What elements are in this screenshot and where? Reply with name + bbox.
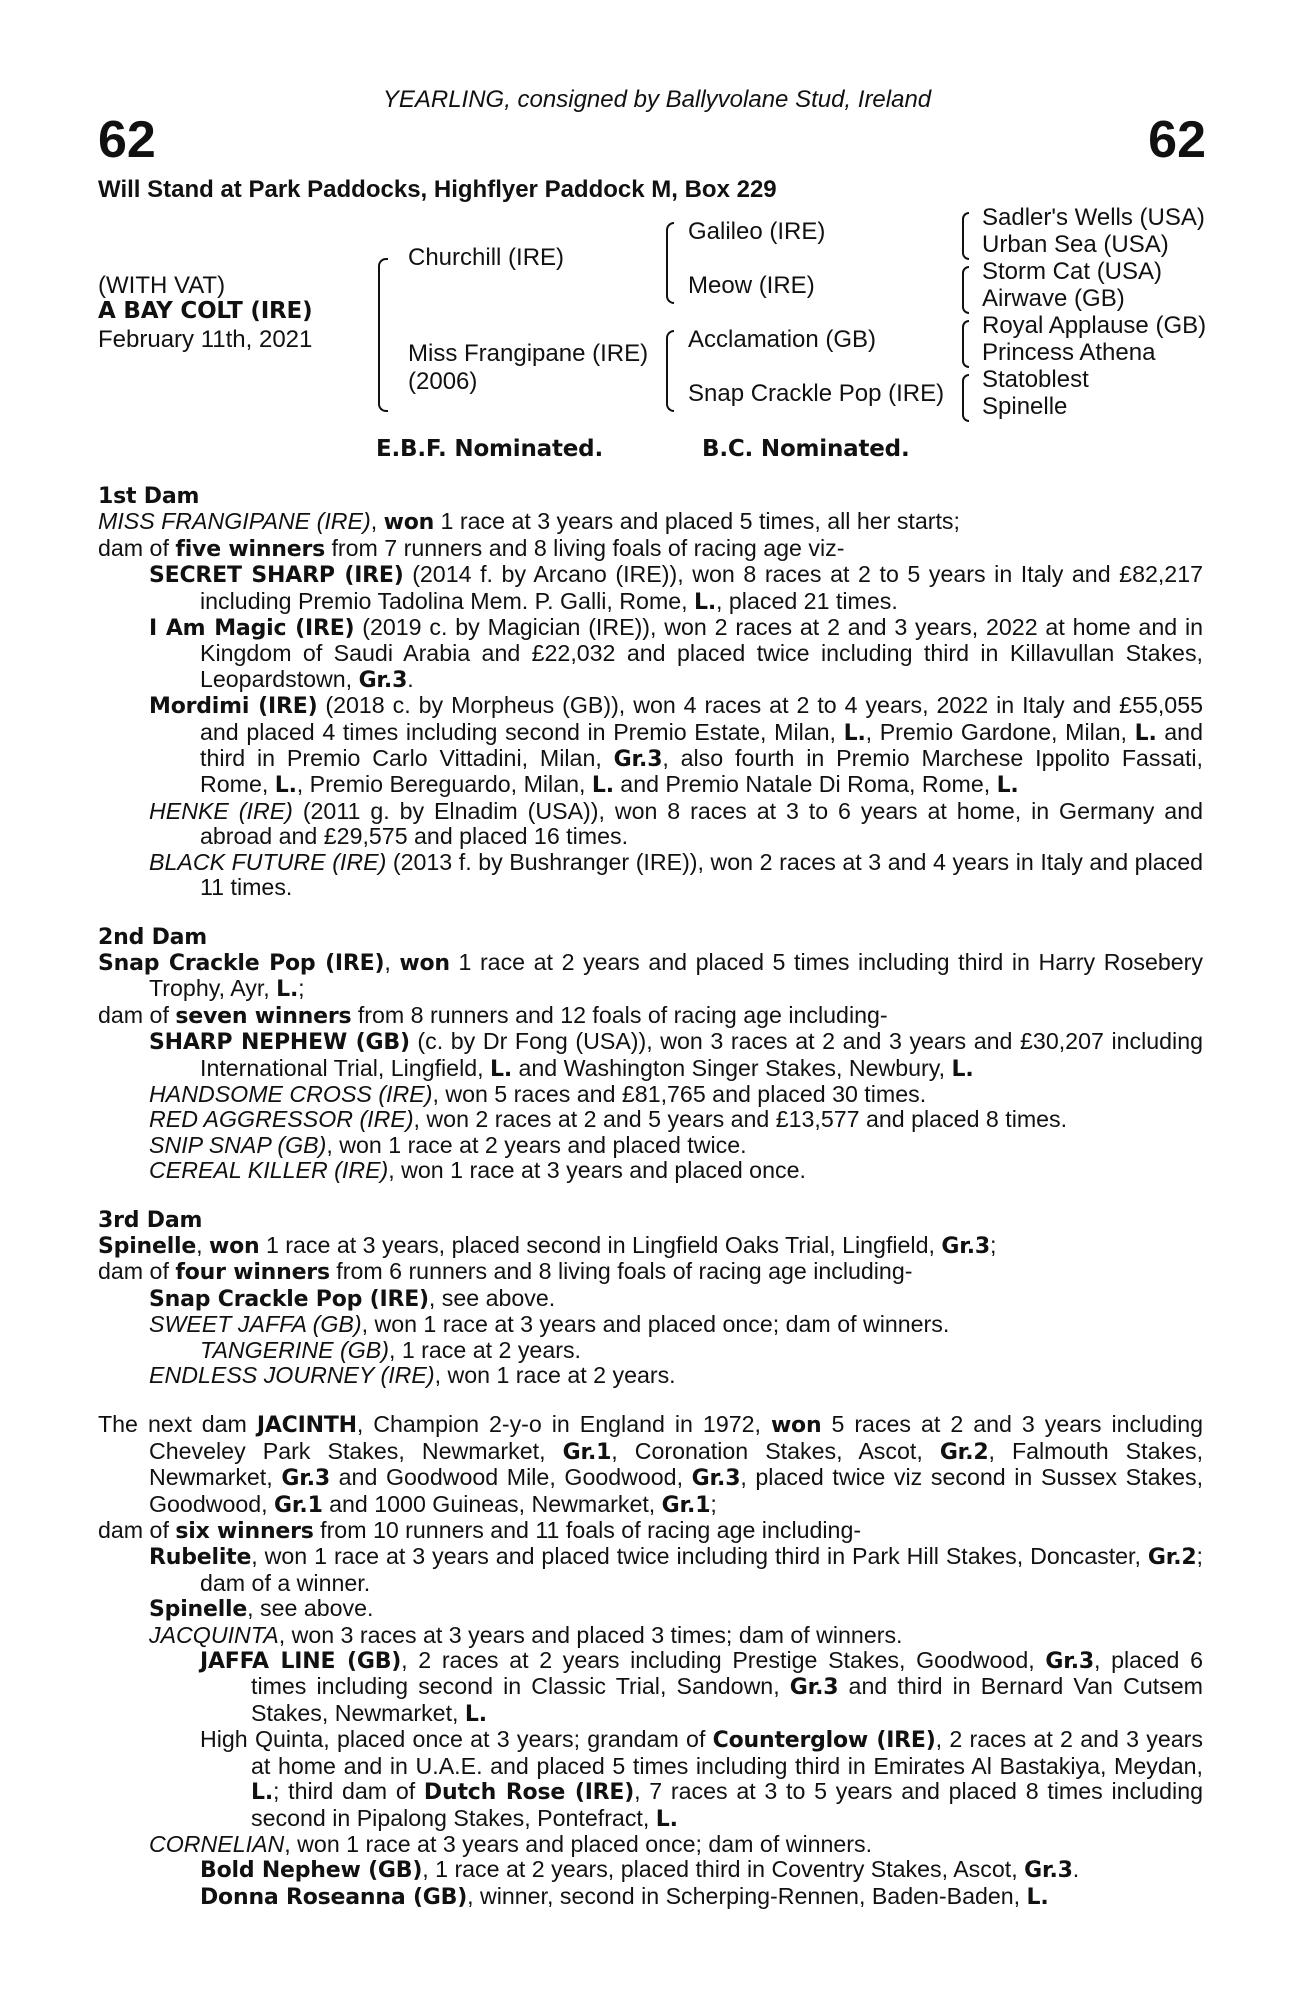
progeny-entry [200,1727,1203,1832]
text-segment: L. [843,720,866,746]
progeny-entry [149,1363,1203,1388]
text-segment: 1 race at 3 years, placed second in Lingfield Oaks Trial, Lingfield, [259,1231,942,1258]
progeny-entry [149,1596,1203,1622]
text-segment: and third in Premio Carlo Vittadini, Milan, [200,718,1203,772]
dam-paragraph [98,509,1203,535]
text-segment: , won 3 races at 3 years and placed 3 times; dam of winners. [278,1621,903,1648]
text-segment: L. [996,773,1019,799]
text-segment: Spinelle [98,1233,197,1259]
text-segment: Snap Crackle Pop (IRE) [149,1286,429,1312]
text-segment: , 1 race at 2 years. [388,1336,581,1363]
progeny-entry [200,1338,1203,1363]
text-segment: ; dam of a winner. [200,1543,1203,1596]
pedigree-sire-dam: Meow (IRE) [688,272,815,299]
text-segment: won [770,1413,822,1439]
text-segment: L. [951,1056,974,1082]
progeny-entry [149,1544,1203,1596]
text-segment: , won 1 race at 3 years and placed twice including third in Park Hill Stakes, Doncaster, [251,1543,1148,1570]
lot-number-left: 62 [98,111,156,169]
text-segment: , winner, second in Scherping-Rennen, Baden-Baden, [467,1882,1027,1909]
text-segment: Mordimi (IRE) [149,694,318,720]
text-segment: , won 5 races and £81,765 and placed 30 times. [432,1080,927,1107]
lot-number-right: 62 [1148,111,1206,169]
progeny-entry [200,1857,1203,1883]
pedigree-brace-dam [666,330,674,412]
progeny-entry [200,1884,1203,1910]
dam-paragraph [98,1003,1203,1029]
text-segment: I Am Magic (IRE) [149,616,355,642]
text-segment: Gr.3 [691,1466,741,1492]
text-segment: CORNELIAN [149,1830,285,1857]
text-segment: Gr.3 [281,1466,330,1492]
text-segment: (2019 c. by Magician (IRE)), won 2 races at 2 and 3 years, 2022 at home and in Kingdom of Saudi Arabia and £22,032 and placed twice including third in Killavullan Stakes, Leopardstown, [200,614,1203,692]
progeny-entry [149,799,1203,850]
text-segment: dam of [98,534,176,561]
text-segment: , won 1 race at 2 years. [434,1362,676,1388]
text-segment: L. [276,977,299,1003]
progeny-entry [149,1082,1203,1107]
text-segment: won [209,1233,260,1259]
pedigree-dam: Miss Frangipane (IRE) [408,340,649,367]
text-segment: , Premio Gardone, Milan, [865,718,1135,745]
text-segment: L. [655,1806,678,1832]
text-segment: L. [274,773,297,799]
progeny-entry [200,1648,1203,1727]
pedigree-dam-dam: Snap Crackle Pop (IRE) [688,380,945,407]
pedigree-sire: Churchill (IRE) [408,244,565,271]
text-segment: from 7 runners and 8 living foals of racing age viz- [325,534,845,561]
text-segment: , [196,1231,210,1258]
text-segment: Rubelite [149,1545,252,1571]
text-segment: , 2 races at 2 and 3 years at home and in U.A.E. and placed 5 times including third in Emirates Al Bastakiya, Meydan, [251,1726,1204,1779]
text-segment: RED AGGRESSOR (IRE) [149,1106,414,1133]
horse-foaled: February 11th, 2021 [98,326,313,353]
text-segment: , won 1 race at 3 years and placed once; dam of winners. [284,1830,873,1857]
progeny-entry [149,1107,1203,1132]
text-segment: . [407,665,414,692]
pedigree-g6: Princess Athena [982,339,1156,366]
text-segment: , won 2 races at 2 and 5 years and £13,577 and placed 8 times. [413,1106,1068,1133]
text-segment: dam of [98,1001,176,1028]
catalogue-body [98,484,1203,1910]
pedigree-brace-sire [666,222,674,304]
text-segment: L. [251,1780,273,1806]
text-segment: JACQUINTA [149,1621,279,1648]
text-segment: , 7 races at 3 to 5 years and placed 8 times including second in Pipalong Stakes, Pontefract, [251,1778,1203,1831]
text-segment: , Coronation Stakes, Ascot, [611,1437,940,1464]
text-segment: Gr.3 [1045,1649,1094,1675]
text-segment: L. [1134,720,1157,746]
text-segment: 5 races at 2 and 3 years including Cheveley Park Stakes, Newmarket, [149,1411,1203,1464]
bc-nomination: B.C. Nominated. [702,436,910,462]
progeny-entry [149,1312,1203,1337]
text-segment: SNIP SNAP (GB) [149,1131,327,1158]
text-segment: Gr.3 [789,1675,839,1701]
pedigree-brace-main [378,258,388,412]
text-segment: The next dam [98,1411,257,1438]
pedigree-brace-g4 [962,374,969,422]
pedigree-brace-g1 [962,212,969,260]
text-segment: , 2 races at 2 years including Prestige Stakes, Goodwood, [401,1647,1046,1674]
text-segment: , won 1 race at 3 years and placed once; dam of winners. [361,1311,950,1338]
text-segment: Gr.1 [562,1439,612,1465]
text-segment: Spinelle [149,1597,248,1623]
progeny-entry [149,615,1203,693]
text-segment: SHARP NEPHEW (GB) [149,1030,410,1056]
text-segment: CEREAL KILLER (IRE) [149,1157,389,1184]
progeny-entry [149,1832,1203,1857]
progeny-entry [149,562,1203,615]
text-segment: Gr.3 [1024,1858,1073,1884]
text-segment: L. [591,773,614,799]
text-segment: 1 race at 2 years and placed 5 times including third in Harry Rosebery Trophy, Ayr, [149,948,1203,1002]
text-segment: Gr.3 [941,1233,991,1259]
section-heading: 3rd Dam [98,1207,203,1233]
progeny-entry [149,1623,1203,1648]
text-segment: Gr.2 [1147,1545,1197,1571]
text-segment: four winners [175,1260,330,1286]
progeny-entry [149,850,1203,901]
progeny-entry [149,1133,1203,1158]
pedigree-g3: Storm Cat (USA) [982,258,1163,285]
text-segment: (2014 f. by Arcano (IRE)), won 8 races at 2 to 5 years in Italy and £82,217 including Premio Tadolina Mem. P. Galli, Rome, [200,561,1203,614]
dam-paragraph [98,1518,1203,1544]
pedigree-g8: Spinelle [982,393,1068,420]
catalogue-header: YEARLING, consigned by Ballyvolane Stud, Ireland [382,86,932,113]
section-heading: 1st Dam [98,484,200,509]
text-segment: (2013 f. by Bushranger (IRE)), won 2 races at 3 and 4 years in Italy and placed 11 times. [200,848,1203,901]
text-segment: ENDLESS JOURNEY (IRE) [149,1362,435,1388]
text-segment: , see above. [428,1284,556,1311]
text-segment: , also fourth in Premio Marchese Ippolito Fassati, Rome, [200,745,1204,798]
pedigree-brace-g3 [962,320,969,368]
pedigree-g1: Sadler's Wells (USA) [982,204,1205,231]
text-segment: JAFFA LINE (GB) [200,1649,402,1675]
progeny-entry [149,1286,1203,1312]
text-segment: and third in Bernard Van Cutsem Stakes, Newmarket, [251,1673,1203,1726]
text-segment: (2011 g. by Elnadim (USA)), won 8 races at 3 to 6 years at home, in Germany and abroad and £29,575 and placed 16 times. [200,797,1203,850]
text-segment: Dutch Rose (IRE) [423,1780,635,1806]
text-segment: ; [710,1490,717,1517]
section-gap [98,901,1203,925]
text-segment: , won 1 race at 3 years and placed once. [388,1157,806,1184]
pedigree-brace-g2 [962,266,969,314]
text-segment: , 1 race at 2 years, placed third in Coventry Stakes, Ascot, [422,1856,1025,1883]
text-segment: won [399,950,450,976]
text-segment: dam of [98,1258,176,1285]
text-segment: , Falmouth Stakes, Newmarket, [149,1437,1204,1491]
text-segment: L. [490,1056,512,1082]
horse-name: A BAY COLT (IRE) [98,298,313,324]
text-segment: TANGERINE (GB) [200,1336,389,1363]
text-segment: , placed 21 times. [716,587,898,614]
text-segment: from 8 runners and 12 foals of racing age including- [351,1001,888,1028]
text-segment: Gr.1 [661,1492,711,1518]
text-segment: and Goodwood Mile, Goodwood, [330,1464,692,1491]
pedigree-dam-year: (2006) [408,368,478,395]
pedigree-g5: Royal Applause (GB) [982,312,1207,339]
text-segment: MISS FRANGIPANE (IRE) [98,508,371,535]
text-segment: (2018 c. by Morpheus (GB)), won 4 races at 2 to 4 years, 2022 in Italy and £55,055 and placed 4 times including second in Premio Estate, Milan, [200,692,1203,745]
text-segment: SWEET JAFFA (GB) [149,1311,362,1338]
text-segment: ; third dam of [272,1778,424,1805]
section-gap [98,1388,1203,1412]
text-segment: dam of [98,1517,176,1544]
text-segment: five winners [175,536,326,562]
text-segment: L. [694,589,717,615]
progeny-entry [149,1029,1203,1082]
text-segment: , see above. [247,1595,374,1622]
text-segment: (c. by Dr Fong (USA)), won 3 races at 2 and 3 years and £30,207 including International Trial, Lingfield, [200,1028,1203,1081]
dam-paragraph [98,950,1203,1003]
text-segment: JACINTH [256,1413,357,1439]
text-segment: ; [990,1231,997,1258]
text-segment: Gr.1 [274,1492,323,1518]
progeny-entry [149,693,1203,799]
text-segment: 1 race at 3 years and placed 5 times, all her starts; [434,508,960,535]
pedigree-dam-sire: Acclamation (GB) [688,326,877,353]
text-segment: seven winners [175,1003,352,1029]
dam-paragraph [98,1259,1203,1285]
dam-paragraph [98,536,1203,562]
text-segment: . [1072,1856,1080,1883]
pedigree-g2: Urban Sea (USA) [982,231,1169,258]
text-segment: , placed twice viz second in Sussex Stakes, Goodwood, [149,1464,1204,1517]
text-segment: BLACK FUTURE (IRE) [149,848,387,875]
text-segment: Snap Crackle Pop (IRE) [98,950,385,976]
text-segment: HANDSOME CROSS (IRE) [149,1080,433,1107]
text-segment: won [383,510,435,536]
text-segment: and Washington Singer Stakes, Newbury, [512,1054,952,1081]
pedigree-g7: Statoblest [982,366,1089,393]
pedigree-sire-sire: Galileo (IRE) [688,218,826,245]
text-segment: L. [464,1701,487,1727]
text-segment: HENKE (IRE) [149,797,293,824]
text-segment: L. [1026,1884,1049,1910]
text-segment: , won 1 race at 2 years and placed twice. [326,1131,747,1158]
stable-location: Will Stand at Park Paddocks, Highflyer Paddock M, Box 229 [98,176,777,203]
text-segment: from 6 runners and 8 living foals of racing age including- [329,1258,913,1285]
section-heading: 2nd Dam [98,924,208,950]
text-segment: , placed 6 times including second in Classic Trial, Sandown, [251,1647,1203,1700]
dam-paragraph [98,1233,1203,1259]
text-segment: ; [298,975,305,1002]
text-segment: , [370,508,384,535]
text-segment: , [384,948,400,975]
text-segment: from 10 runners and 11 foals of racing age including- [313,1517,862,1544]
text-segment: and Premio Natale Di Roma, Rome, [613,771,997,798]
text-segment: Donna Roseanna (GB) [200,1884,468,1910]
vat-note: (WITH VAT) [98,272,226,299]
pedigree-g4: Airwave (GB) [982,285,1125,312]
progeny-entry [149,1158,1203,1183]
text-segment: Bold Nephew (GB) [200,1858,423,1884]
text-segment: six winners [175,1519,314,1545]
text-segment: Counterglow (IRE) [712,1728,936,1754]
dam-paragraph [98,1412,1203,1518]
section-gap [98,1184,1203,1208]
text-segment: High Quinta, placed once at 3 years; grandam of [200,1726,713,1753]
text-segment: and 1000 Guineas, Newmarket, [322,1490,662,1517]
text-segment: Gr.3 [358,667,408,693]
text-segment: , Champion 2-y-o in England in 1972, [356,1411,771,1438]
text-segment: SECRET SHARP (IRE) [149,563,404,589]
text-segment: Gr.2 [939,1439,989,1465]
ebf-nomination: E.B.F. Nominated. [376,436,603,462]
text-segment: , Premio Bereguardo, Milan, [296,771,592,798]
text-segment: Gr.3 [613,747,663,773]
